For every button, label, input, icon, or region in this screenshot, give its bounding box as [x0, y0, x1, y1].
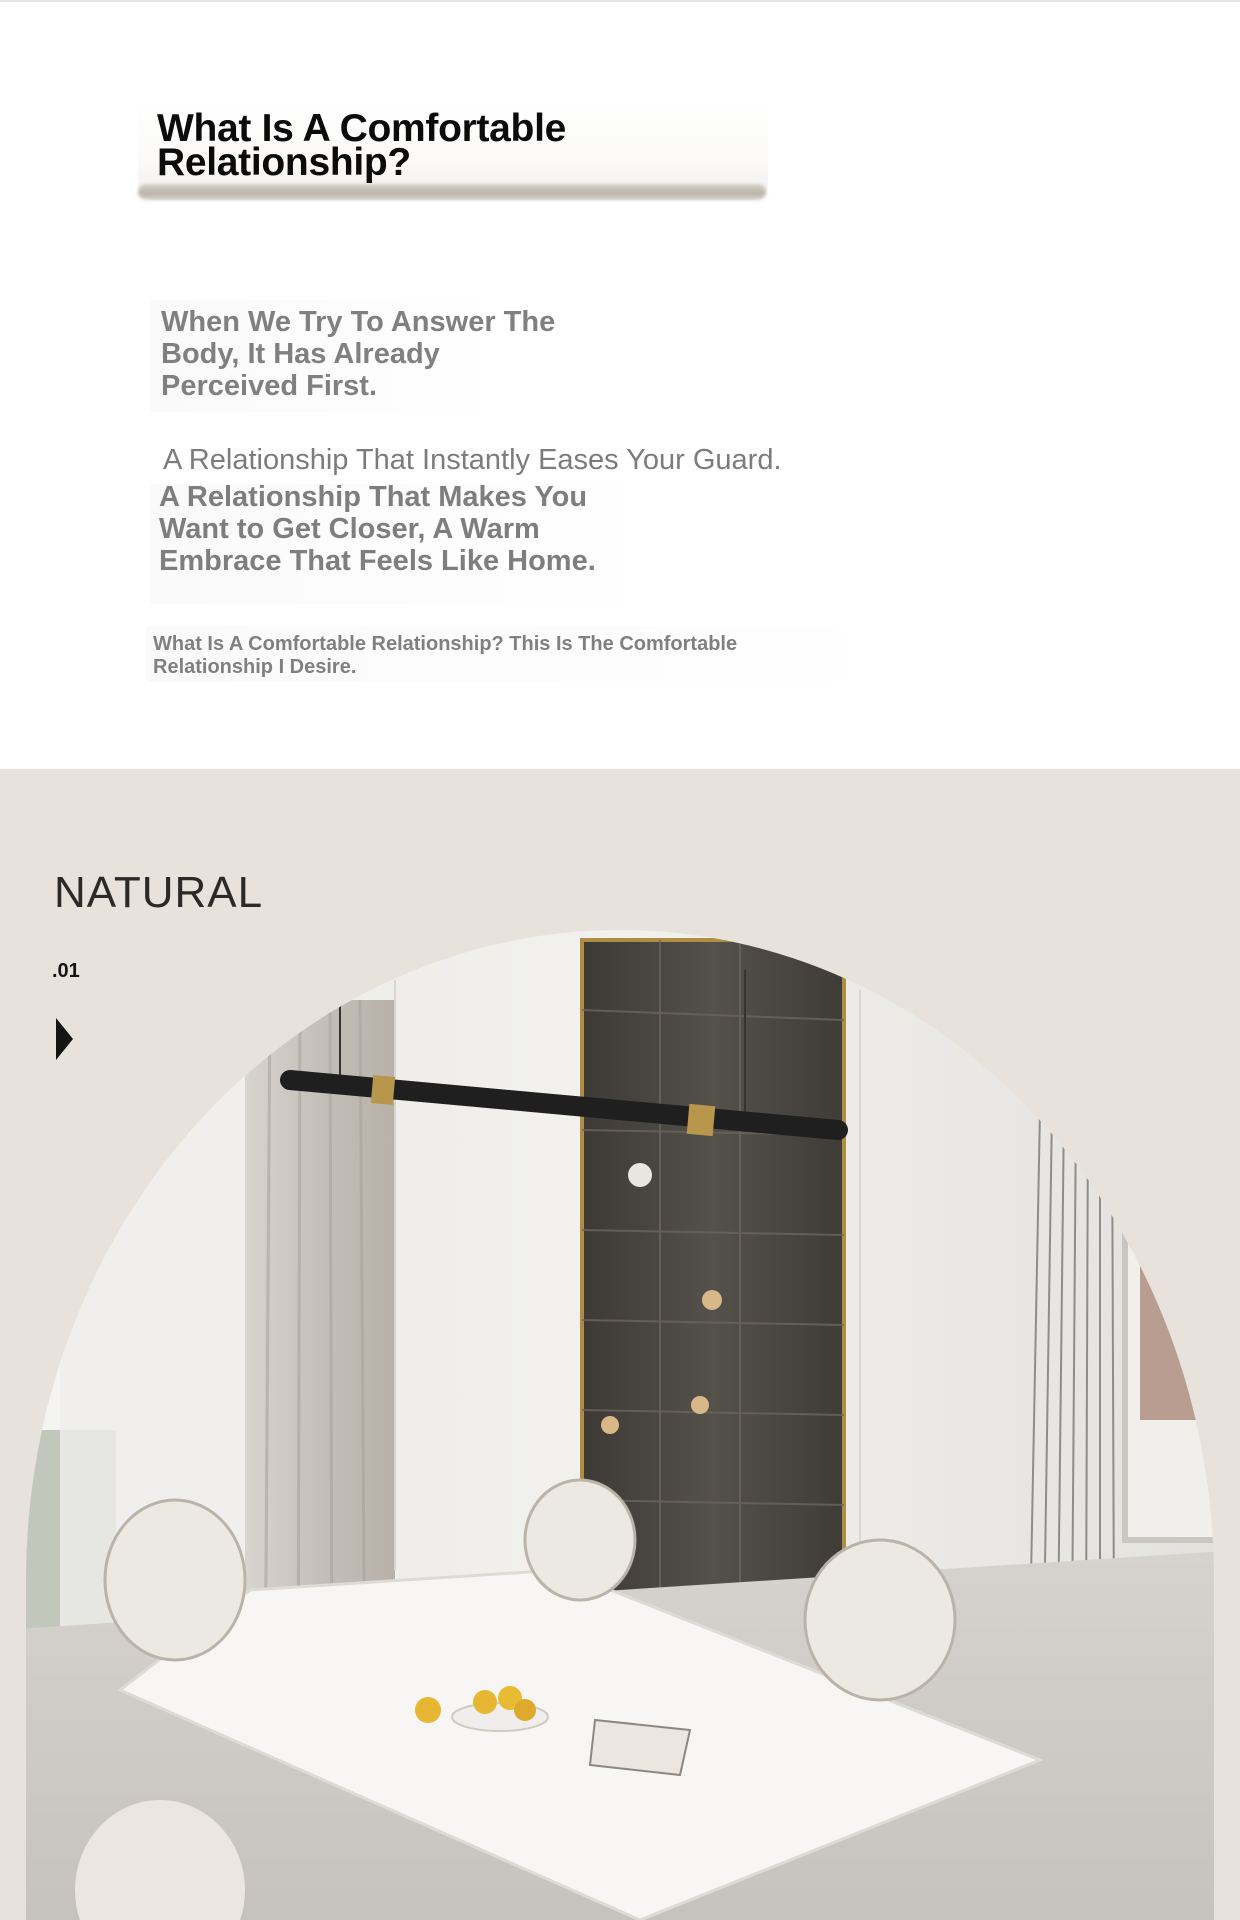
subhead-text: When We Try To Answer The Body, It Has Already Perceived First.: [161, 306, 556, 402]
caption-text: What Is A Comfortable Relationship? This Is The Comfortable Relationship I Desire.: [153, 633, 738, 678]
section-label: NATURAL: [54, 868, 264, 917]
page-title: What Is A Comfortable Relationship?: [157, 107, 566, 184]
title-plaque-shadow: [138, 184, 766, 200]
body-paragraph: A Relationship That Makes You Want to Get Closer, A Warm Embrace That Feels Like Home.: [159, 481, 596, 577]
tagline-text: A Relationship That Instantly Eases Your Guard.: [163, 444, 782, 476]
top-divider: [0, 0, 1240, 2]
arched-photo-frame: [0, 930, 1240, 1920]
dining-room-photo: [0, 930, 1240, 1920]
section-index: .01: [52, 960, 80, 982]
